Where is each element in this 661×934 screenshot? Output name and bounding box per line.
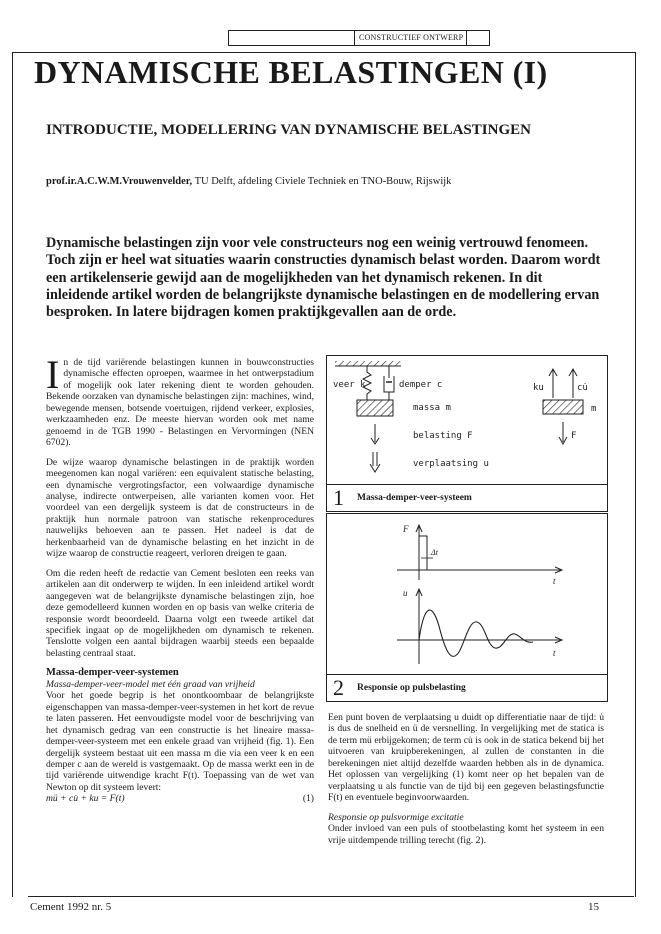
drop-cap: I bbox=[46, 352, 60, 397]
page-number: 15 bbox=[588, 901, 599, 913]
label-ku: ku bbox=[533, 383, 544, 393]
body-paragraph-3: Om die reden heeft de redactie van Cement besloten een reeks van artikelen aan dit onderwerp te wijden. In een inleidend artikel wordt aangegeven wat de belangrijkste dynamische belastingen zijn, hoe deze gemodelleerd kunnen worden en op basis van welke criteria de responsie wordt beoordeeld. Daarna volgt een tweede artikel dat specifiek ingaat op de mogelijkheden om dynamisch te rekenen. Tenslotte volgen een aantal bijdragen waarbij steeds een bepaalde belasting centraal staat. bbox=[46, 567, 314, 659]
figure-1-caption bbox=[326, 483, 608, 512]
figure-2 bbox=[326, 513, 608, 675]
body-paragraph-4: Voor het goede begrip is het onontkoombaar de belangrijkste eigenschappen van massa-demper-veer-systemen in het kort de revue te laten passeren. Het eenvoudigste model voor de beschrijving van het dynamisch gedrag van een constructie is het lineaire massa-demper-veer-systeem met een enkele graad van vrijheid (fig. 1). Een dergelijk systeem bestaat uit een massa m die via een veer k en een demper c aan de wereld is vastgemaakt. Op de massa werkt een in de tijd variërende uitwendige kracht F(t). Toepassing van de wet van Newton op dit systeem levert: bbox=[46, 690, 314, 793]
article-title: DYNAMISCHE BELASTINGEN (I) bbox=[34, 54, 548, 90]
label-cu: cu̇ bbox=[577, 383, 588, 393]
label-u-axis: u bbox=[403, 588, 408, 598]
pulse-shape bbox=[419, 536, 427, 570]
label-massa: massa m bbox=[413, 403, 451, 413]
left-column bbox=[46, 352, 314, 805]
label-belasting: belasting F bbox=[413, 431, 473, 441]
body-paragraph-1 bbox=[46, 352, 314, 449]
body-paragraph-2: De wijze waarop dynamische belastingen in de praktijk worden meegenomen kan nogal variëren: een equivalent statische belasting, een dynamische vergrotingsfactor, een volwaardige dynamische analyse, indirecte ontwerpeisen, alle varianten komen voor. Het voordeel van een dergelijk systeem is dat de constructeurs in de praktijk hun normale patroon van statische rekenprocedures nauwelijks behoeven aan te passen. Het nadeel is dat de herkenbaarheid van de dynamische belasting en het inzicht in de wijze waarop de constructie reageert, verloren dreigen te gaan. bbox=[46, 456, 314, 560]
body-paragraph-5: Een punt boven de verplaatsing u duidt op differentiatie naar de tijd: u̇ is dus de snelheid en ü de versnelling. In vergelijking met de statica is de term mü erbijgekomen; de term cu̇ is ook in de statica bekend bij het uitvoeren van kruipberekeningen, al zullen de constanten in die berekeningen niet altijd dezelfde waarden hebben als in de dynamica. Het oplossen van vergelijking (1) komt neer op het bepalen van de verplaatsing u als functie van de tijd bij een gegeven belastingsfunctie F(t) en eventuele beginvoorwaarden. bbox=[328, 712, 604, 804]
figure-2-number: 2 bbox=[333, 675, 344, 700]
damper-icon bbox=[384, 376, 394, 392]
label-verplaatsing: verplaatsing u bbox=[413, 459, 489, 469]
free-body-mass bbox=[543, 400, 583, 414]
label-veer: veer k bbox=[333, 380, 366, 390]
paragraph-1-text: n de tijd variërende belastingen kunnen in bouwconstructies dynamische effecten oproepen, waarmee in het ontwerpstadium of mogelijk ook later rekening dient te worden gehouden. Bekende oorzaken van dynamische belastingen zijn: machines, wind, bewegende mensen, botsende voertuigen, rijdend verkeer, explosies, werkzaamheden enz. De meeste hiervan worden ook met name genoemd in de TGB 1990 - Belastingen en Vervormingen (NEN 6702). bbox=[46, 357, 314, 449]
equation-text: mü + cu̇ + ku = F(t) bbox=[46, 793, 125, 805]
figure-2-caption-text: Responsie op pulsbelasting bbox=[357, 683, 466, 693]
label-delta-t: Δt bbox=[431, 548, 438, 557]
article-subtitle: INTRODUCTIE, MODELLERING VAN DYNAMISCHE BELASTINGEN bbox=[46, 122, 531, 138]
figure-2-caption bbox=[326, 673, 608, 702]
section-subheading-1: Massa-demper-veer-model met één graad van vrijheid bbox=[46, 678, 255, 690]
response-curve bbox=[419, 610, 533, 656]
footer-rule bbox=[28, 896, 634, 897]
mass-damper-spring-diagram bbox=[327, 356, 607, 484]
section-header-end bbox=[466, 31, 489, 45]
label-F-axis: F bbox=[403, 524, 409, 534]
label-F: F bbox=[571, 431, 577, 441]
pulse-response-diagram bbox=[327, 514, 607, 674]
figure-1 bbox=[326, 355, 608, 485]
section-heading-2: Responsie op pulsvormige excitatie bbox=[328, 811, 464, 823]
lead-paragraph: Dynamische belastingen zijn voor vele constructeurs nog een weinig vertrouwd fenomeen. Toch zijn er heel wat situaties waarin constructies dynamisch belast worden. Daarom wordt een artikelenserie gewijd aan de mogelijkheden van het dynamisch rekenen. In dit inleidende artikel worden de belangrijkste dynamische belastingen en de modellering ervan besproken. In latere bijdragen komen praktijkgevallen aan de orde. bbox=[46, 235, 601, 321]
label-demper: demper c bbox=[399, 380, 443, 390]
label-t-top: t bbox=[553, 576, 556, 586]
body-paragraph-6: Onder invloed van een puls of stootbelasting komt het systeem in een vrije uitdempende trilling terecht (fig. 2). bbox=[328, 823, 604, 846]
section-label: CONSTRUCTIEF ONTWERP bbox=[354, 31, 463, 45]
right-column bbox=[328, 712, 604, 854]
figure-1-number: 1 bbox=[333, 485, 344, 510]
journal-issue: Cement 1992 nr. 5 bbox=[30, 901, 112, 913]
label-m: m bbox=[591, 404, 597, 414]
equation-number: (1) bbox=[302, 793, 314, 805]
author-affiliation: TU Delft, afdeling Civiele Techniek en TNO-Bouw, Rijswijk bbox=[192, 176, 452, 187]
label-t-bottom: t bbox=[553, 648, 556, 658]
byline bbox=[46, 176, 451, 187]
section-heading-1: Massa-demper-veer-systemen bbox=[46, 667, 179, 679]
author-name: prof.ir.A.C.W.M.Vrouwenvelder, bbox=[46, 176, 193, 187]
ceiling-hatch bbox=[335, 361, 401, 366]
mass-block bbox=[357, 400, 393, 416]
figure-1-caption-text: Massa-demper-veer-systeem bbox=[357, 493, 472, 503]
equation-1 bbox=[46, 793, 314, 804]
section-header-box bbox=[228, 30, 490, 46]
